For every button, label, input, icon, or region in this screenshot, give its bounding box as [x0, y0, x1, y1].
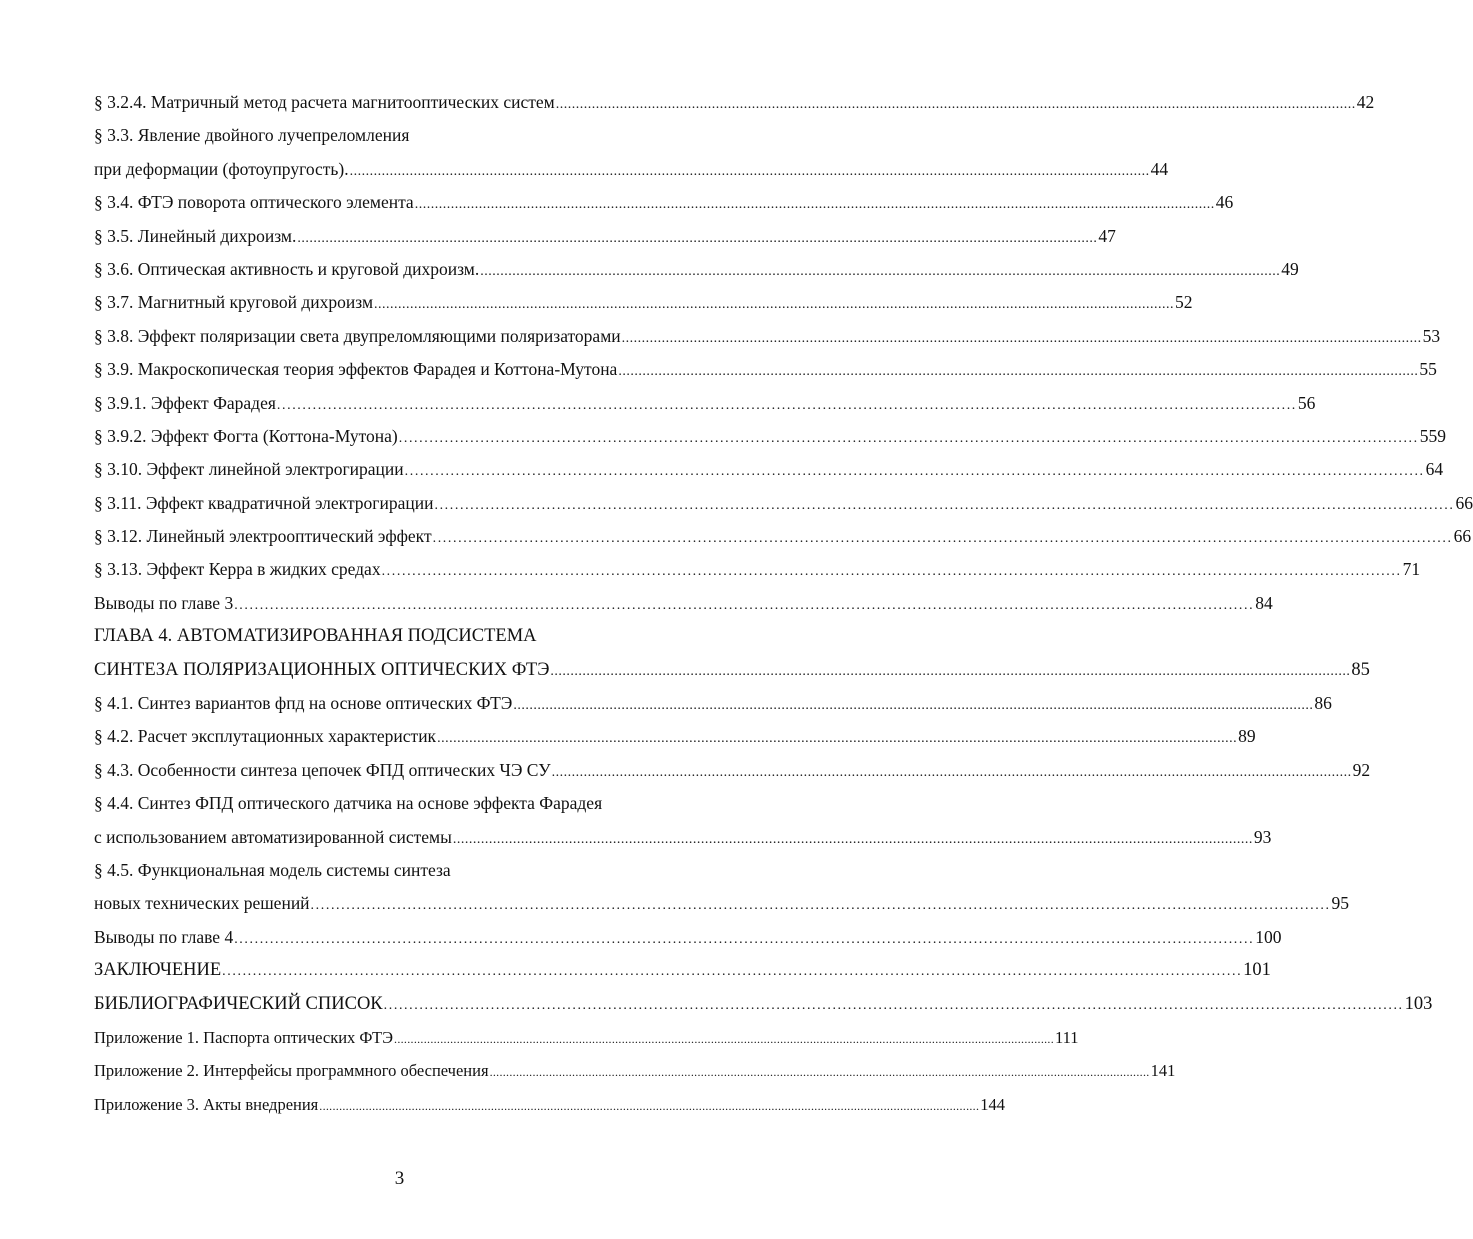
- toc-entry-title: при деформации (фотоупругость).: [94, 158, 349, 179]
- toc-entry: [94, 1054, 1176, 1087]
- toc-entry-page: 71: [1402, 559, 1421, 580]
- toc-entry-title: § 4.1. Синтез вариантов фпд на основе оптических ФТЭ: [94, 693, 513, 714]
- toc-entry-page: 103: [1404, 993, 1433, 1014]
- toc-entry-page: 66: [1453, 526, 1472, 547]
- toc-leader-dots: ........................................................................................................................................................................................................: [551, 764, 1352, 780]
- toc-entry: [94, 821, 1272, 854]
- toc-entry-title: с использованием автоматизированной системы: [94, 826, 452, 847]
- toc-entry-page: 52: [1175, 292, 1193, 313]
- toc-entry-page: 47: [1098, 225, 1116, 246]
- toc-entry: [94, 988, 1433, 1021]
- toc-entry-title: § 3.8. Эффект поляризации света двупреломляющими поляризаторами: [94, 325, 621, 346]
- toc-entry-page: 53: [1422, 325, 1441, 346]
- toc-leader-dots: ........................................................................................................................................................................................................: [398, 430, 1419, 446]
- toc-entry: [94, 553, 1421, 586]
- toc-entry: [94, 887, 1350, 920]
- toc-entry-page: 42: [1356, 92, 1375, 112]
- toc-entry-title: § 3.12. Линейный электрооптический эффект: [94, 526, 432, 547]
- toc-leader-dots: ........................................................................................................................................................................................................: [374, 297, 1175, 313]
- toc-entry: [94, 754, 1371, 787]
- toc-entry: [94, 253, 1299, 286]
- toc-leader-dots: ........................................................................................................................................................................................................: [555, 97, 1356, 112]
- toc-entry-title: § 3.5. Линейный дихроизм.: [94, 225, 297, 246]
- toc-entry-title: ГЛАВА 4. АВТОМАТИЗИРОВАННАЯ ПОДСИСТЕМА: [94, 626, 537, 647]
- toc-entry-page: 49: [1281, 258, 1299, 279]
- toc-entry: [94, 153, 1169, 186]
- table-of-contents: [94, 86, 1473, 1121]
- toc-entry-page: 55: [1419, 359, 1437, 380]
- toc-entry-page: 559: [1419, 425, 1446, 446]
- toc-leader-dots: ........................................................................................................................................................................................................: [489, 1065, 1150, 1080]
- toc-entry-title: ЗАКЛЮЧЕНИЕ: [94, 960, 222, 981]
- toc-entry: [94, 320, 1441, 353]
- toc-leader-dots: ........................................................................................................................................................................................................: [434, 497, 1455, 513]
- toc-entry: [94, 954, 1271, 987]
- toc-entry: [94, 620, 700, 653]
- toc-entry-page: 95: [1331, 893, 1350, 914]
- toc-entry-page: 85: [1351, 659, 1370, 680]
- toc-entry: [94, 654, 1370, 687]
- toc-entry-page: 144: [980, 1094, 1006, 1114]
- toc-entry-title: § 4.5. Функциональная модель системы синтеза: [94, 859, 451, 880]
- toc-entry: [94, 587, 1273, 620]
- toc-entry-page: 44: [1150, 158, 1169, 179]
- toc-entry-title: § 3.7. Магнитный круговой дихроизм: [94, 292, 374, 313]
- toc-entry: [94, 520, 1472, 553]
- toc-entry-page: 93: [1253, 826, 1272, 847]
- toc-leader-dots: ........................................................................................................................................................................................................: [222, 964, 1243, 980]
- toc-entry-title: § 3.13. Эффект Керра в жидких средах: [94, 559, 381, 580]
- toc-leader-dots: ........................................................................................................................................................................................................: [621, 330, 1422, 346]
- toc-entry-page: 86: [1314, 693, 1332, 714]
- toc-entry-title: Выводы по главе 4: [94, 926, 234, 947]
- toc-entry-title: § 3.6. Оптическая активность и круговой дихроизм.: [94, 258, 480, 279]
- toc-entry: [94, 921, 1282, 954]
- toc-entry: [94, 487, 1473, 520]
- toc-entry-page: 141: [1150, 1061, 1176, 1081]
- toc-leader-dots: ........................................................................................................................................................................................................: [319, 1098, 980, 1113]
- toc-entry: [94, 86, 1375, 119]
- toc-entry-page: 46: [1215, 192, 1234, 213]
- toc-entry-title: Выводы по главе 3: [94, 592, 234, 613]
- toc-entry-page: 84: [1255, 592, 1273, 613]
- toc-leader-dots: ........................................................................................................................................................................................................: [550, 663, 1351, 679]
- toc-entry-page: 92: [1352, 759, 1371, 780]
- toc-entry-page: 89: [1238, 726, 1256, 747]
- toc-entry-page: 111: [1055, 1027, 1079, 1047]
- toc-entry-title: § 3.3. Явление двойного лучепреломления: [94, 125, 410, 146]
- toc-entry-page: 64: [1425, 459, 1444, 480]
- toc-entry-title: § 3.11. Эффект квадратичной электрогирации: [94, 492, 434, 513]
- toc-leader-dots: ........................................................................................................................................................................................................: [452, 831, 1253, 847]
- toc-entry-title: Приложение 3. Акты внедрения: [94, 1094, 319, 1114]
- toc-entry-title: § 3.4. ФТЭ поворота оптического элемента: [94, 192, 414, 213]
- toc-entry-title: новых технических решений: [94, 893, 310, 914]
- toc-leader-dots: ........................................................................................................................................................................................................: [276, 397, 1297, 413]
- toc-entry: [94, 787, 700, 820]
- toc-entry: [94, 1021, 1079, 1054]
- toc-entry: [94, 453, 1444, 486]
- toc-leader-dots: ........................................................................................................................................................................................................: [394, 1031, 1055, 1046]
- toc-leader-dots: ........................................................................................................................................................................................................: [381, 564, 1402, 580]
- toc-leader-dots: ........................................................................................................................................................................................................: [383, 997, 1404, 1013]
- toc-leader-dots: ........................................................................................................................................................................................................: [618, 364, 1419, 380]
- toc-entry: [94, 387, 1316, 420]
- toc-entry: [94, 186, 1234, 219]
- toc-entry: [94, 286, 1193, 319]
- toc-leader-dots: ........................................................................................................................................................................................................: [234, 597, 1255, 613]
- toc-entry-page: 56: [1297, 392, 1316, 413]
- toc-entry-page: 66: [1455, 492, 1473, 513]
- toc-leader-dots: ........................................................................................................................................................................................................: [234, 931, 1255, 947]
- toc-entry-page: 101: [1243, 960, 1271, 981]
- toc-entry: [94, 220, 1116, 253]
- toc-entry: [94, 353, 1437, 386]
- toc-leader-dots: ........................................................................................................................................................................................................: [349, 163, 1150, 179]
- toc-entry: [94, 720, 1256, 753]
- toc-entry-title: § 4.3. Особенности синтеза цепочек ФПД оптических ЧЭ СУ: [94, 759, 551, 780]
- toc-entry-title: Приложение 1. Паспорта оптических ФТЭ: [94, 1027, 394, 1047]
- toc-entry-page: 100: [1255, 926, 1282, 947]
- toc-entry-title: БИБЛИОГРАФИЧЕСКИЙ СПИСОК: [94, 993, 383, 1014]
- toc-leader-dots: ........................................................................................................................................................................................................: [310, 898, 1331, 914]
- toc-leader-dots: ........................................................................................................................................................................................................: [404, 464, 1425, 480]
- toc-leader-dots: ........................................................................................................................................................................................................: [297, 230, 1098, 246]
- toc-entry-title: СИНТЕЗА ПОЛЯРИЗАЦИОННЫХ ОПТИЧЕСКИХ ФТЭ: [94, 659, 550, 680]
- toc-entry-title: § 4.4. Синтез ФПД оптического датчика на основе эффекта Фарадея: [94, 793, 603, 814]
- page-number: 3: [394, 1168, 405, 1189]
- toc-entry-title: Приложение 2. Интерфейсы программного обеспечения: [94, 1061, 489, 1081]
- toc-entry: [94, 119, 700, 152]
- toc-entry: [94, 854, 700, 887]
- toc-leader-dots: ........................................................................................................................................................................................................: [437, 731, 1238, 747]
- toc-entry-title: § 3.10. Эффект линейной электрогирации: [94, 459, 404, 480]
- toc-entry-title: § 3.9. Макроскопическая теория эффектов Фарадея и Коттона-Мутона: [94, 359, 618, 380]
- toc-entry: [94, 687, 1332, 720]
- toc-entry: [94, 1088, 1006, 1121]
- toc-entry-title: § 3.2.4. Матричный метод расчета магнитооптических систем: [94, 92, 555, 112]
- toc-entry-title: § 4.2. Расчет эксплутационных характеристик: [94, 726, 437, 747]
- toc-entry-title: § 3.9.1. Эффект Фарадея: [94, 392, 276, 413]
- toc-leader-dots: ........................................................................................................................................................................................................: [414, 197, 1215, 213]
- toc-leader-dots: ........................................................................................................................................................................................................: [513, 698, 1314, 714]
- toc-entry-title: § 3.9.2. Эффект Фогта (Коттона-Мутона): [94, 425, 398, 446]
- toc-leader-dots: ........................................................................................................................................................................................................: [480, 263, 1281, 279]
- toc-entry: [94, 420, 1446, 453]
- toc-leader-dots: ........................................................................................................................................................................................................: [432, 531, 1453, 547]
